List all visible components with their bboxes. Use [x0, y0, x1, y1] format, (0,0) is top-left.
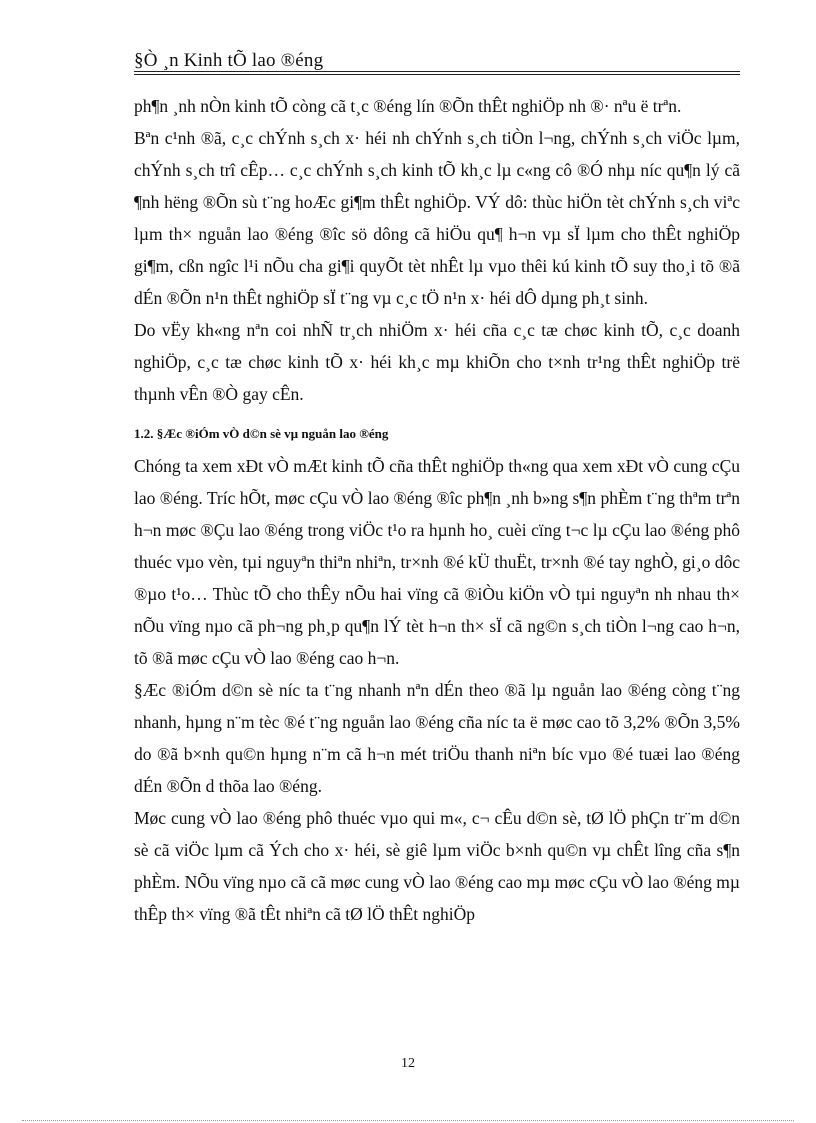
- page-number: 12: [401, 1056, 415, 1071]
- header-rule-bottom: [134, 74, 740, 75]
- page-body: [134, 90, 740, 930]
- footer-dotted-rule: [22, 1120, 794, 1121]
- paragraph-3: Do vËy kh«ng nªn coi nhÑ tr¸ch nhiÖm x· héi cña c¸c tæ chøc kinh tÕ, c¸c doanh nghiÖp, c¸c tæ chøc kinh tÕ x· héi kh¸c mµ khiÕn cho t×nh tr¹ng thÊt nghiÖp trë thµnh vÊn ®Ò gay cÊn.: [134, 320, 740, 404]
- paragraph-5: §Æc ®iÓm d©n sè níc ta t¨ng nhanh nªn dÉn theo ®ã lµ nguån lao ®éng còng t¨ng nhanh, hµng n¨m tèc ®é t¨ng nguån lao ®éng cña níc ta ë møc cao tõ 3,2% ®Õn 3,5% do ®ã b×nh qu©n hµng n¨m cã h¬n mét triÖu thanh niªn bíc vµo ®é tuæi lao ®éng dÉn ®Õn d thõa lao ®éng.: [134, 680, 740, 796]
- paragraph-2: Bªn c¹nh ®ã, c¸c chÝnh s¸ch x· héi nh chÝnh s¸ch tiÒn l¬ng, chÝnh s¸ch viÖc lµm, chÝnh s¸ch trî cÊp… c¸c chÝnh s¸ch kinh tÕ kh¸c lµ c«ng cô ®Ó nhµ níc qu¶n lý cã ¶nh hëng ®Õn sù t¨ng hoÆc gi¶m thÊt nghiÖp. VÝ dô: thùc hiÖn tèt chÝnh s¸ch viªc lµm th× nguån lao ®éng ®îc sö dông cã hiÖu qu¶ h¬n vµ sÏ lµm cho thÊt nghiÖp gi¶m, cßn ngîc l¹i nÕu cha gi¶i quyÕt tèt nhÊt lµ vµo thêi kú kinh tÕ suy tho¸i tõ ®ã dÉn ®Õn n¹n thÊt nghiÖp sÏ t¨ng vµ c¸c tÖ n¹n x· héi dÔ dµng ph¸t sinh.: [134, 128, 740, 308]
- paragraph-6: Møc cung vÒ lao ®éng phô thuéc vµo qui m«, c¬ cÊu d©n sè, tØ lÖ phÇn tr¨m d©n sè cã viÖc lµm cã Ých cho x· héi, sè giê lµm viÖc b×nh qu©n vµ chÊt lîng cña s¶n phÈm. NÕu vïng nµo cã cã møc cung vÒ lao ®éng cao mµ møc cÇu vÒ lao ®éng mµ thÊp th× vïng ®ã tÊt nhiªn cã tØ lÖ thÊt nghiÖp: [134, 808, 740, 924]
- header-rule-top: [134, 71, 740, 72]
- section-heading: 1.2. §Æc ®iÓm vÒ d©n sè vµ nguån lao ®éng: [134, 426, 389, 441]
- paragraph-4: Chóng ta xem xÐt vÒ mÆt kinh tÕ cña thÊt nghiÖp th«ng qua xem xÐt vÒ cung cÇu lao ®éng. Tríc hÕt, møc cÇu vÒ lao ®éng ®îc ph¶n ¸nh b»ng s¶n phÈm t¨ng thªm trªn h¬n møc ®Çu lao ®éng trong viÖc t¹o ra hµnh ho¸ cuèi cïng t¬c lµ cÇu lao ®éng phô thuéc vµo vèn, tµi nguyªn thiªn nhiªn, tr×nh ®é kÜ thuËt, tr×nh ®é tay nghÒ, gi¸o dôc ®µo t¹o… Thùc tÕ cho thÊy nÕu hai vïng cã ®iÒu kiÖn vÒ tµi nguyªn nh nhau th× nÕu vïng nµo cã ph¬ng ph¸p qu¶n lÝ tèt h¬n th× sÏ cã ng©n s¸ch tiÒn l¬ng cao h¬n, tõ ®ã møc cÇu vÒ lao ®éng cao h¬n.: [134, 456, 740, 668]
- paragraph-1: ph¶n ¸nh nÒn kinh tÕ còng cã t¸c ®éng lín ®Õn thÊt nghiÖp nh ®· nªu ë trªn.: [134, 96, 682, 116]
- document-header-title: §Ò ¸n Kinh tÕ lao ®éng: [134, 50, 324, 71]
